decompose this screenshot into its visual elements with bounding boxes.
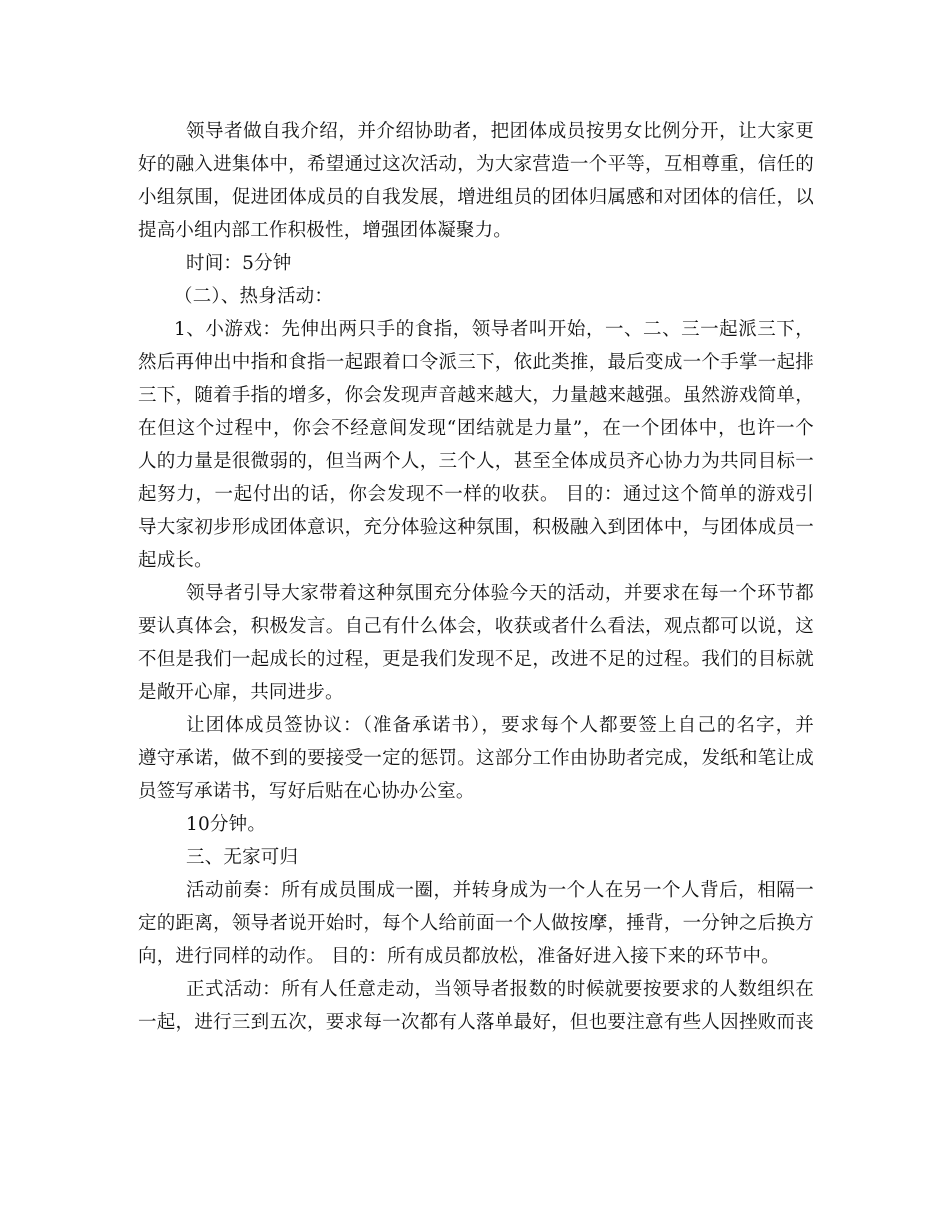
text-line: 遵守承诺，做不到的要接受一定的惩罚。这部分工作由协助者完成，发纸和笔让成 [138,748,814,769]
text-line: 小组氛围，促进团体成员的自我发展，增进组员的团体归属感和对团体的信任，以 [138,187,814,208]
text-line: 10分钟。 [186,814,267,835]
text-line: 时间：5分钟 [186,253,292,274]
text-line: 三、无家可归 [186,847,299,868]
text-line: 人的力量是很微弱的，但当两个人，三个人，甚至全体成员齐心协力为共同目标一 [138,451,814,472]
text-line: 1、小游戏：先伸出两只手的食指，领导者叫开始，一、二、三一起派三下， [174,319,814,340]
text-line: 向，进行同样的动作。 目的：所有成员都放松，准备好进入接下来的环节中。 [138,946,780,967]
document-body [138,115,814,1039]
text-line: 要认真体会，积极发言。自己有什么体会，收获或者什么看法，观点都可以说，这 [138,616,814,637]
text-line: 一起，进行三到五次，要求每一次都有人落单最好，但也要注意有些人因挫败而丧 [138,1012,814,1033]
text-line: 领导者引导大家带着这种氛围充分体验今天的活动，并要求在每一个环节都 [186,583,814,604]
text-line: 正式活动：所有人任意走动，当领导者报数的时候就要按要求的人数组织在 [186,979,814,1000]
text-line: 是敞开心扉，共同进步。 [138,682,344,703]
text-line: 在但这个过程中，你会不经意间发现“团结就是力量”，在一个团体中，也许一个 [138,418,814,439]
text-line: 提高小组内部工作积极性，增强团体凝聚力。 [138,220,513,241]
text-line: 起成长。 [138,550,213,571]
text-line: 导大家初步形成团体意识，充分体验这种氛围，积极融入到团体中，与团体成员一 [138,517,814,538]
text-line: 活动前奏：所有成员围成一圈，并转身成为一个人在另一个人背后，相隔一 [186,880,814,901]
text-line: （二）、热身活动： [174,286,334,307]
text-line: 不但是我们一起成长的过程，更是我们发现不足，改进不足的过程。我们的目标就 [138,649,814,670]
text-line: 好的融入进集体中，希望通过这次活动，为大家营造一个平等，互相尊重，信任的 [138,154,814,175]
text-line: 起努力，一起付出的话，你会发现不一样的收获。 目的：通过这个简单的游戏引 [138,484,814,505]
text-line: 三下，随着手指的增多，你会发现声音越来越大，力量越来越强。虽然游戏简单， [138,385,814,406]
text-line: 然后再伸出中指和食指一起跟着口令派三下，依此类推，最后变成一个手掌一起排 [138,352,814,373]
text-line: 领导者做自我介绍，并介绍协助者，把团体成员按男女比例分开，让大家更 [186,121,814,142]
text-line: 让团体成员签协议：（准备承诺书），要求每个人都要签上自己的名字，并 [186,715,814,736]
text-line: 定的距离，领导者说开始时，每个人给前面一个人做按摩，捶背，一分钟之后换方 [138,913,814,934]
text-line: 员签写承诺书，写好后贴在心协办公室。 [138,781,475,802]
